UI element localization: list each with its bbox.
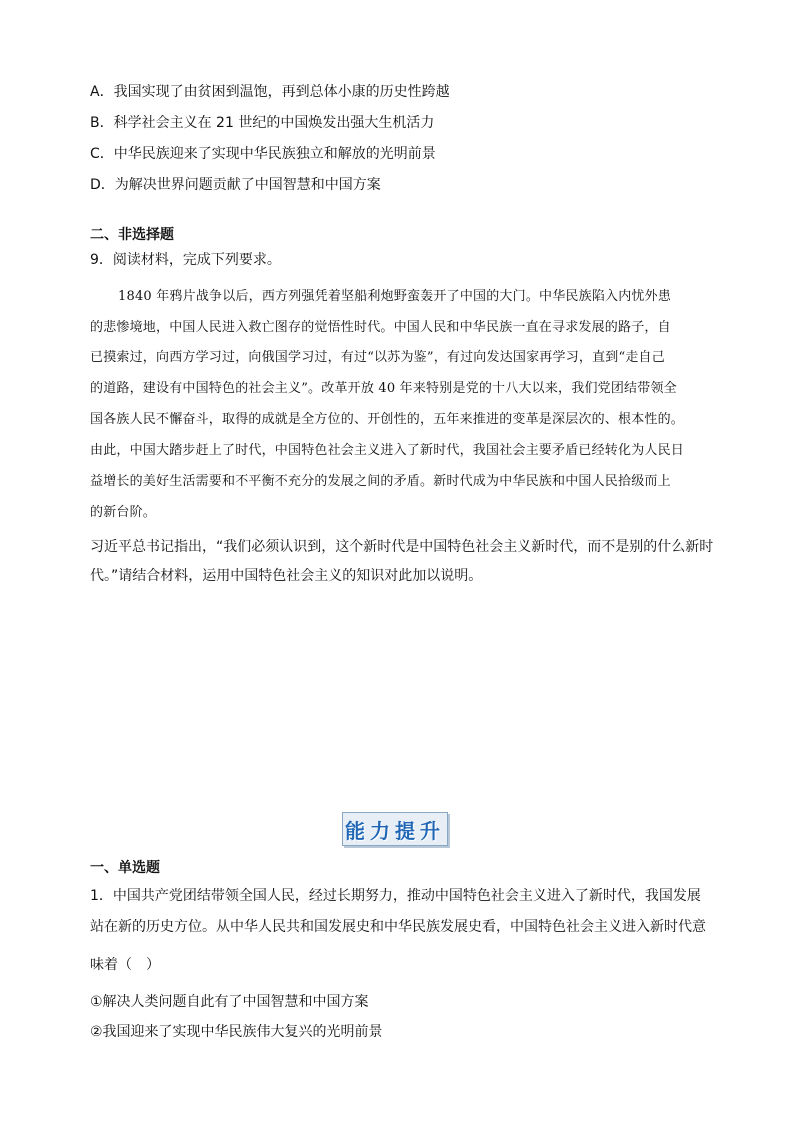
choice-item: ①解决人类问题自此有了中国智慧和中国方案 — [90, 994, 369, 1010]
choice-item: ②我国迎来了实现中华民族伟大复兴的光明前景 — [90, 1024, 383, 1040]
section-title-non-choice: 二、非选择题 — [90, 227, 174, 243]
material-line: 由此，中国大踏步赶上了时代，中国特色社会主义进入了新时代，我国社会主要矛盾已经转化为人民日 — [90, 443, 685, 458]
question-1-line: 1．中国共产党团结带领全国人民，经过长期努力，推动中国特色社会主义进入了新时代，我国发展 — [90, 888, 701, 904]
question-1-line: 味着（ ） — [90, 957, 160, 973]
material-line: 的新台阶。 — [90, 505, 157, 520]
ability-improvement-banner — [342, 812, 450, 848]
banner-text: 能力提升 — [345, 818, 445, 843]
material-line: 已摸索过，向西方学习过，向俄国学习过，有过“以苏为鉴”，有过向发达国家再学习，直到“走自己 — [90, 350, 665, 365]
material-line: 国各族人民不懈奋斗，取得的成就是全方位的、开创性的，五年来推进的变革是深层次的、根本性的。 — [90, 412, 685, 427]
option-a: A．我国实现了由贫困到温饱，再到总体小康的历史性跨越 — [90, 84, 450, 100]
material-line: 的道路，建设有中国特色的社会主义”。改革开放 40 年来特别是党的十八大以来，我们党团结带领全 — [90, 381, 677, 396]
material-line: 的悲惨境地，中国人民进入救亡图存的觉悟性时代。中国人民和中华民族一直在寻求发展的路子，自 — [90, 320, 671, 335]
question-1-line: 站在新的历史方位。从中华人民共和国发展史和中华民族发展史看，中国特色社会主义进入新时代意 — [90, 919, 706, 935]
option-d: D．为解决世界问题贡献了中国智慧和中国方案 — [90, 177, 381, 193]
material-line: 1840 年鸦片战争以后，西方列强凭着坚船利炮野蛮轰开了中国的大门。中华民族陷入内忧外患 — [118, 289, 672, 304]
section-title-single-choice: 一、单选题 — [90, 860, 160, 876]
question-9: 9．阅读材料，完成下列要求。 — [90, 252, 281, 268]
option-c: C．中华民族迎来了实现中华民族独立和解放的光明前景 — [90, 146, 436, 162]
prompt-line: 代。”请结合材料，运用中国特色社会主义的知识对此加以说明。 — [90, 568, 483, 584]
material-line: 益增长的美好生活需要和不平衡不充分的发展之间的矛盾。新时代成为中华民族和中国人民拾级而上 — [90, 474, 671, 489]
option-b: B．科学社会主义在 21 世纪的中国焕发出强大生机活力 — [90, 115, 435, 131]
prompt-line: 习近平总书记指出，“我们必须认识到，这个新时代是中国特色社会主义新时代，而不是别的什么新时 — [90, 539, 714, 555]
